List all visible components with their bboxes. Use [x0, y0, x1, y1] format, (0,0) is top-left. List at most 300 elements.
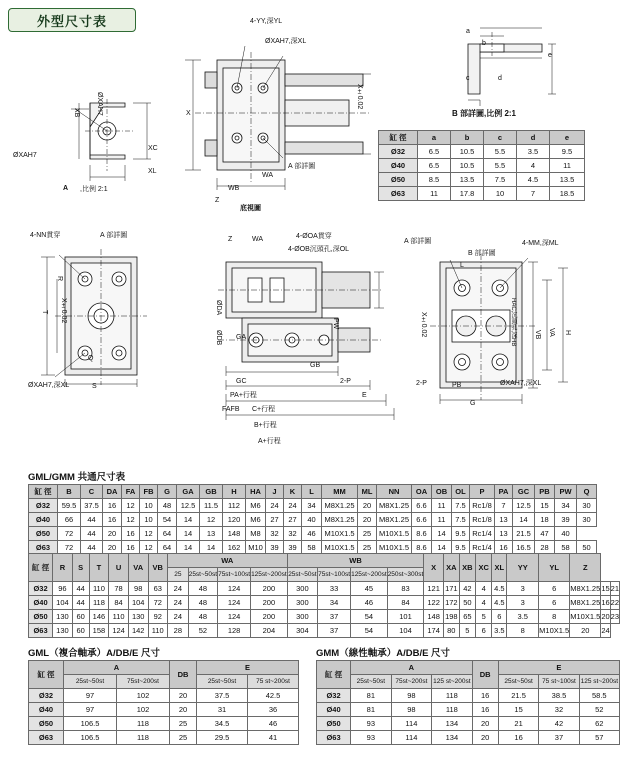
- cell: 158: [89, 624, 109, 638]
- cell: Ø50: [379, 173, 418, 187]
- label-wb: WB: [228, 185, 240, 192]
- cell: 64: [158, 541, 177, 555]
- cell: 13: [200, 527, 223, 541]
- col-header: VA: [128, 554, 148, 582]
- cell: Ø40: [29, 596, 53, 610]
- cell: 54: [351, 610, 388, 624]
- table-row: [29, 689, 299, 703]
- col-header: C: [81, 485, 103, 499]
- col-header-a: A: [351, 661, 472, 675]
- cell: Ø32: [29, 689, 64, 703]
- cell: Ø50: [29, 527, 58, 541]
- cell: 42.5: [248, 689, 299, 703]
- cell: 174: [424, 624, 444, 638]
- table-b-dimensions: [378, 130, 585, 201]
- cell: 7.5: [484, 173, 517, 187]
- cell: 4.5: [492, 596, 507, 610]
- cell: 21.5: [498, 689, 538, 703]
- cell: 10.5: [451, 159, 484, 173]
- cell: 9.5: [452, 527, 470, 541]
- table-b-th-4: d: [517, 131, 550, 145]
- cell: 34: [555, 499, 577, 513]
- cell: 59.5: [58, 499, 81, 513]
- cell: 93: [351, 731, 391, 745]
- table-b-th-3: c: [484, 131, 517, 145]
- table-subheader-row: [29, 675, 299, 689]
- cell: 40: [302, 513, 322, 527]
- cell: 6.6: [412, 513, 432, 527]
- cell: 48: [188, 596, 217, 610]
- cell: 104: [387, 624, 424, 638]
- cell: 3.5: [507, 610, 539, 624]
- table-row: [29, 703, 299, 717]
- cell: 37.5: [81, 499, 103, 513]
- cell: M10X1.5: [539, 624, 570, 638]
- cell: Ø40: [29, 513, 58, 527]
- table-header-row: [29, 485, 597, 499]
- col-header: B: [58, 485, 81, 499]
- table-row: [317, 731, 620, 745]
- cell: 50: [459, 596, 475, 610]
- cell: 16: [122, 527, 140, 541]
- sub-header: 25st~50st: [498, 675, 538, 689]
- cell: 78: [109, 582, 129, 596]
- table-subheader-row: [317, 675, 620, 689]
- cell: Ø32: [379, 145, 418, 159]
- cell: 28: [167, 624, 188, 638]
- table-row: [379, 145, 585, 159]
- cell: M8X1.25: [570, 582, 601, 596]
- cell: 16: [103, 513, 122, 527]
- cell: 112: [223, 499, 246, 513]
- cell: 7.5: [452, 513, 470, 527]
- cell: 96: [53, 582, 73, 596]
- label-4nn: 4-NN貫穿: [30, 232, 61, 239]
- cell: 44: [81, 513, 103, 527]
- label-oxah7-xl-2: ØXAH7,深XL: [28, 382, 70, 389]
- cell: 114: [391, 731, 432, 745]
- cell: 110: [109, 610, 129, 624]
- cell: 101: [387, 610, 424, 624]
- cell: 4.5: [517, 173, 550, 187]
- label-l: L: [460, 262, 464, 269]
- cell: 10: [484, 187, 517, 201]
- col-header: DB: [170, 661, 197, 689]
- cell: 20: [103, 527, 122, 541]
- cell: 102: [117, 703, 170, 717]
- cell: 106.5: [64, 731, 117, 745]
- cell: 6.5: [418, 159, 451, 173]
- col-header-e: E: [498, 661, 619, 675]
- table-row: [379, 159, 585, 173]
- cell: 48: [188, 582, 217, 596]
- col-header: R: [53, 554, 73, 582]
- cell: 45: [351, 582, 388, 596]
- cell: 20: [472, 717, 498, 731]
- sub-header: 75st~100st: [318, 568, 351, 582]
- cell: 10: [140, 499, 158, 513]
- label-4yy: 4-YY,深YL: [250, 18, 283, 25]
- cell: 21.5: [513, 527, 535, 541]
- col-header-a: A: [64, 661, 170, 675]
- cell: 8.6: [412, 527, 432, 541]
- sub-header: 25st~50st: [197, 675, 248, 689]
- caption-detail-b: B 部詳圖,比例 2:1: [452, 109, 517, 118]
- cell: 200: [251, 596, 288, 610]
- cell: 13: [495, 513, 513, 527]
- table-row: [29, 610, 620, 624]
- cell: 40: [555, 527, 577, 541]
- label-e: E: [362, 392, 367, 399]
- col-header: XB: [459, 554, 475, 582]
- col-header: 缸 徑: [29, 485, 58, 499]
- cell: M8: [246, 527, 266, 541]
- table-row: [29, 582, 620, 596]
- cell: 29.5: [197, 731, 248, 745]
- sub-header: 25: [167, 568, 188, 582]
- cell: 124: [218, 596, 251, 610]
- cell: 58.5: [579, 689, 619, 703]
- cell: 104: [53, 596, 73, 610]
- cell: 134: [432, 717, 472, 731]
- cell: 104: [128, 596, 148, 610]
- cell: 58: [302, 541, 322, 555]
- cell: Ø50: [29, 610, 53, 624]
- cell: 66: [58, 513, 81, 527]
- cell: 172: [443, 596, 459, 610]
- cell: 37.5: [197, 689, 248, 703]
- cell: 124: [109, 624, 129, 638]
- label-odb: ØDB: [215, 330, 222, 346]
- label-pb: PB: [452, 382, 462, 389]
- cell: 6.6: [412, 499, 432, 513]
- cell: 4.5: [492, 582, 507, 596]
- table-header-row: [317, 661, 620, 675]
- cell: 11: [550, 159, 585, 173]
- cell: 34.5: [197, 717, 248, 731]
- col-header: XL: [492, 554, 507, 582]
- cell: 304: [287, 624, 317, 638]
- cell: 30: [577, 499, 597, 513]
- cell: 37: [318, 610, 351, 624]
- cell: 18.5: [550, 187, 585, 201]
- cell: 58: [555, 541, 577, 555]
- cell: Rc1/8: [470, 513, 495, 527]
- cell: Ø63: [379, 187, 418, 201]
- cell: 8.6: [412, 541, 432, 555]
- label-oda: ØDA: [215, 300, 222, 316]
- label-hac: HAC,沉頭孔,深HB: [510, 298, 516, 347]
- cell: 28: [535, 541, 555, 555]
- cell: 24: [284, 499, 302, 513]
- cell: 32: [266, 527, 284, 541]
- cell: 93: [351, 717, 391, 731]
- cell: 130: [128, 610, 148, 624]
- cell: 142: [128, 624, 148, 638]
- cell: 13: [495, 527, 513, 541]
- cell: 3: [507, 582, 539, 596]
- cell: 20: [103, 541, 122, 555]
- cell: 12: [122, 513, 140, 527]
- label-x: X: [186, 110, 191, 117]
- page-title: 外型尺寸表: [8, 8, 136, 32]
- cell: 34: [318, 596, 351, 610]
- cell: 46: [302, 527, 322, 541]
- table-common-title: GML/GMM 共通尺寸表: [28, 472, 126, 483]
- cell: 34: [302, 499, 322, 513]
- table-gml: [28, 660, 299, 745]
- col-header: OB: [432, 485, 452, 499]
- cell: 8: [539, 610, 570, 624]
- cell: 5.5: [484, 159, 517, 173]
- cell: 20: [358, 499, 377, 513]
- col-header: 缸 徑: [29, 661, 64, 689]
- cell: 6.5: [418, 145, 451, 159]
- cell: 198: [443, 610, 459, 624]
- table-row: [317, 717, 620, 731]
- cell: 72: [58, 541, 81, 555]
- cell: 200: [251, 610, 288, 624]
- col-header: VB: [148, 554, 167, 582]
- label-va: VA: [548, 328, 555, 337]
- col-header: GC: [513, 485, 535, 499]
- cell: 118: [432, 703, 472, 717]
- table-row: [29, 624, 620, 638]
- cell: 300: [287, 610, 317, 624]
- col-header: G: [158, 485, 177, 499]
- cell: 21: [610, 582, 619, 596]
- table-row: [317, 703, 620, 717]
- cell: 41: [248, 731, 299, 745]
- label-c-stroke: C+行程: [252, 406, 276, 413]
- cell: 162: [223, 541, 246, 555]
- cell: 54: [158, 513, 177, 527]
- label-pw: PW: [332, 318, 339, 330]
- cell: 110: [148, 624, 167, 638]
- cell: 30: [577, 513, 597, 527]
- cell: 8: [507, 624, 539, 638]
- label-t: T: [41, 310, 48, 315]
- table-row: [29, 717, 299, 731]
- label-gb: GB: [310, 362, 321, 369]
- figure-detail-b: [450, 22, 560, 112]
- cell: 47: [535, 527, 555, 541]
- cell: 81: [351, 703, 391, 717]
- cell: 3: [507, 596, 539, 610]
- col-header: XA: [443, 554, 459, 582]
- cell: M10X1.5: [322, 541, 358, 555]
- col-header: GA: [177, 485, 200, 499]
- cell: 4: [476, 582, 492, 596]
- cell: 32: [284, 527, 302, 541]
- cell: 98: [128, 582, 148, 596]
- cell: 16: [122, 541, 140, 555]
- cell: 118: [117, 731, 170, 745]
- table-b-th-2: b: [451, 131, 484, 145]
- cell: 25: [358, 527, 377, 541]
- sub-header: 75st~100st: [218, 568, 251, 582]
- cell: 23: [610, 610, 619, 624]
- label-oxah7: ØXAH7: [13, 152, 37, 159]
- label-x-tol: X±0.02: [356, 84, 363, 110]
- cell: M8X1.25: [322, 499, 358, 513]
- cell: 42: [459, 582, 475, 596]
- label-2p: 2-P: [340, 378, 351, 385]
- col-header: PW: [555, 485, 577, 499]
- sub-header: 25st~50st: [64, 675, 117, 689]
- col-header: H: [223, 485, 246, 499]
- cell: 16: [103, 499, 122, 513]
- cell: Rc1/8: [470, 499, 495, 513]
- cell: 42: [539, 717, 579, 731]
- cell: 20: [472, 731, 498, 745]
- cell: 25: [358, 541, 377, 555]
- col-header: PB: [535, 485, 555, 499]
- cell: Ø50: [29, 717, 64, 731]
- cell: 13.5: [451, 173, 484, 187]
- cell: Ø63: [317, 731, 351, 745]
- table-row: [29, 731, 299, 745]
- label-x002: X±0.02: [60, 298, 67, 324]
- cell: Ø32: [29, 582, 53, 596]
- cell: Ø32: [317, 689, 351, 703]
- cell: 21: [498, 717, 538, 731]
- cell: Rc1/4: [470, 527, 495, 541]
- cell: 24: [601, 624, 610, 638]
- col-header: L: [302, 485, 322, 499]
- cell: 54: [351, 624, 388, 638]
- cell: 6: [476, 624, 492, 638]
- cell: 148: [223, 527, 246, 541]
- cell: 20: [358, 513, 377, 527]
- cell: 22: [610, 596, 619, 610]
- col-header: T: [89, 554, 109, 582]
- label-4ob: 4-ØOB沉頭孔,深OL: [288, 246, 350, 253]
- cell: 16: [601, 596, 610, 610]
- cell: 15: [535, 499, 555, 513]
- col-header: HA: [246, 485, 266, 499]
- cell: 12: [122, 499, 140, 513]
- cell: 52: [579, 703, 619, 717]
- table-b-th-1: a: [418, 131, 451, 145]
- col-header: P: [470, 485, 495, 499]
- label-b-c: c: [466, 75, 470, 82]
- table-common-dimensions: [28, 484, 597, 555]
- label-xc: XC: [148, 145, 158, 152]
- table-b-th-5: e: [550, 131, 585, 145]
- cell: Ø40: [379, 159, 418, 173]
- cell: 124: [218, 610, 251, 624]
- label-b-d: d: [498, 75, 502, 82]
- cell: 44: [81, 527, 103, 541]
- cell: Ø63: [29, 731, 64, 745]
- cell: 15: [601, 582, 610, 596]
- cell: 14: [177, 527, 200, 541]
- cell: 106.5: [64, 717, 117, 731]
- cell: 200: [251, 582, 288, 596]
- cell: 16: [472, 689, 498, 703]
- cell: 44: [72, 596, 89, 610]
- label-h: H: [564, 330, 571, 336]
- cell: 44: [72, 582, 89, 596]
- cell: 11: [432, 513, 452, 527]
- figure-front-plate: [35, 245, 170, 390]
- col-header: XC: [476, 554, 492, 582]
- cell: 20: [170, 689, 197, 703]
- sub-header: 75st~200st: [117, 675, 170, 689]
- col-header: PA: [495, 485, 513, 499]
- cell: 110: [89, 582, 109, 596]
- cell: 16.5: [513, 541, 535, 555]
- cell: 10.5: [451, 145, 484, 159]
- cell: 102: [117, 689, 170, 703]
- cell: 14: [177, 541, 200, 555]
- table-row: [29, 513, 597, 527]
- cell: 9.5: [452, 541, 470, 555]
- table-row: [29, 499, 597, 513]
- cell: M6: [246, 499, 266, 513]
- cell: 72: [148, 596, 167, 610]
- col-header: DB: [472, 661, 498, 689]
- label-a-stroke: A+行程: [258, 438, 281, 445]
- cell: 300: [287, 596, 317, 610]
- label-xb: XB: [73, 108, 80, 118]
- cell: 14: [432, 541, 452, 555]
- table-row: [29, 596, 620, 610]
- label-z: Z: [215, 197, 220, 204]
- label-g: G: [470, 400, 476, 407]
- cell: M6: [246, 513, 266, 527]
- cell: 20: [601, 610, 610, 624]
- col-header-wb: WB: [287, 554, 424, 568]
- cell: 15: [498, 703, 538, 717]
- table-row: [379, 187, 585, 201]
- cell: 98: [391, 689, 432, 703]
- col-header: U: [109, 554, 129, 582]
- cell: 16: [472, 703, 498, 717]
- cell: 130: [53, 610, 73, 624]
- label-b-b: b: [482, 40, 486, 47]
- cell: Ø50: [317, 717, 351, 731]
- cell: 10: [140, 513, 158, 527]
- col-header: NN: [377, 485, 412, 499]
- cell: 300: [287, 582, 317, 596]
- cell: 20: [570, 624, 601, 638]
- cell: 64: [158, 527, 177, 541]
- col-header: ML: [358, 485, 377, 499]
- table-gml-title: GML（複合軸承）A/DB/E 尺寸: [28, 648, 160, 659]
- cell: 9.5: [550, 145, 585, 159]
- label-fafb: FAFB: [222, 406, 240, 413]
- cell: 98: [391, 703, 432, 717]
- cell: 62: [579, 717, 619, 731]
- cell: 92: [148, 610, 167, 624]
- col-header: X: [424, 554, 444, 582]
- cell: 204: [251, 624, 288, 638]
- col-header-wa: WA: [167, 554, 287, 568]
- cell: 46: [248, 717, 299, 731]
- cell: M10X1.5: [377, 541, 412, 555]
- cell: 25: [170, 717, 197, 731]
- col-header: MM: [322, 485, 358, 499]
- cell: 27: [266, 513, 284, 527]
- cell: 27: [284, 513, 302, 527]
- cell: 114: [391, 717, 432, 731]
- cell: 60: [72, 610, 89, 624]
- cell: 33: [318, 582, 351, 596]
- cell: 3.5: [492, 624, 507, 638]
- cell: 118: [432, 689, 472, 703]
